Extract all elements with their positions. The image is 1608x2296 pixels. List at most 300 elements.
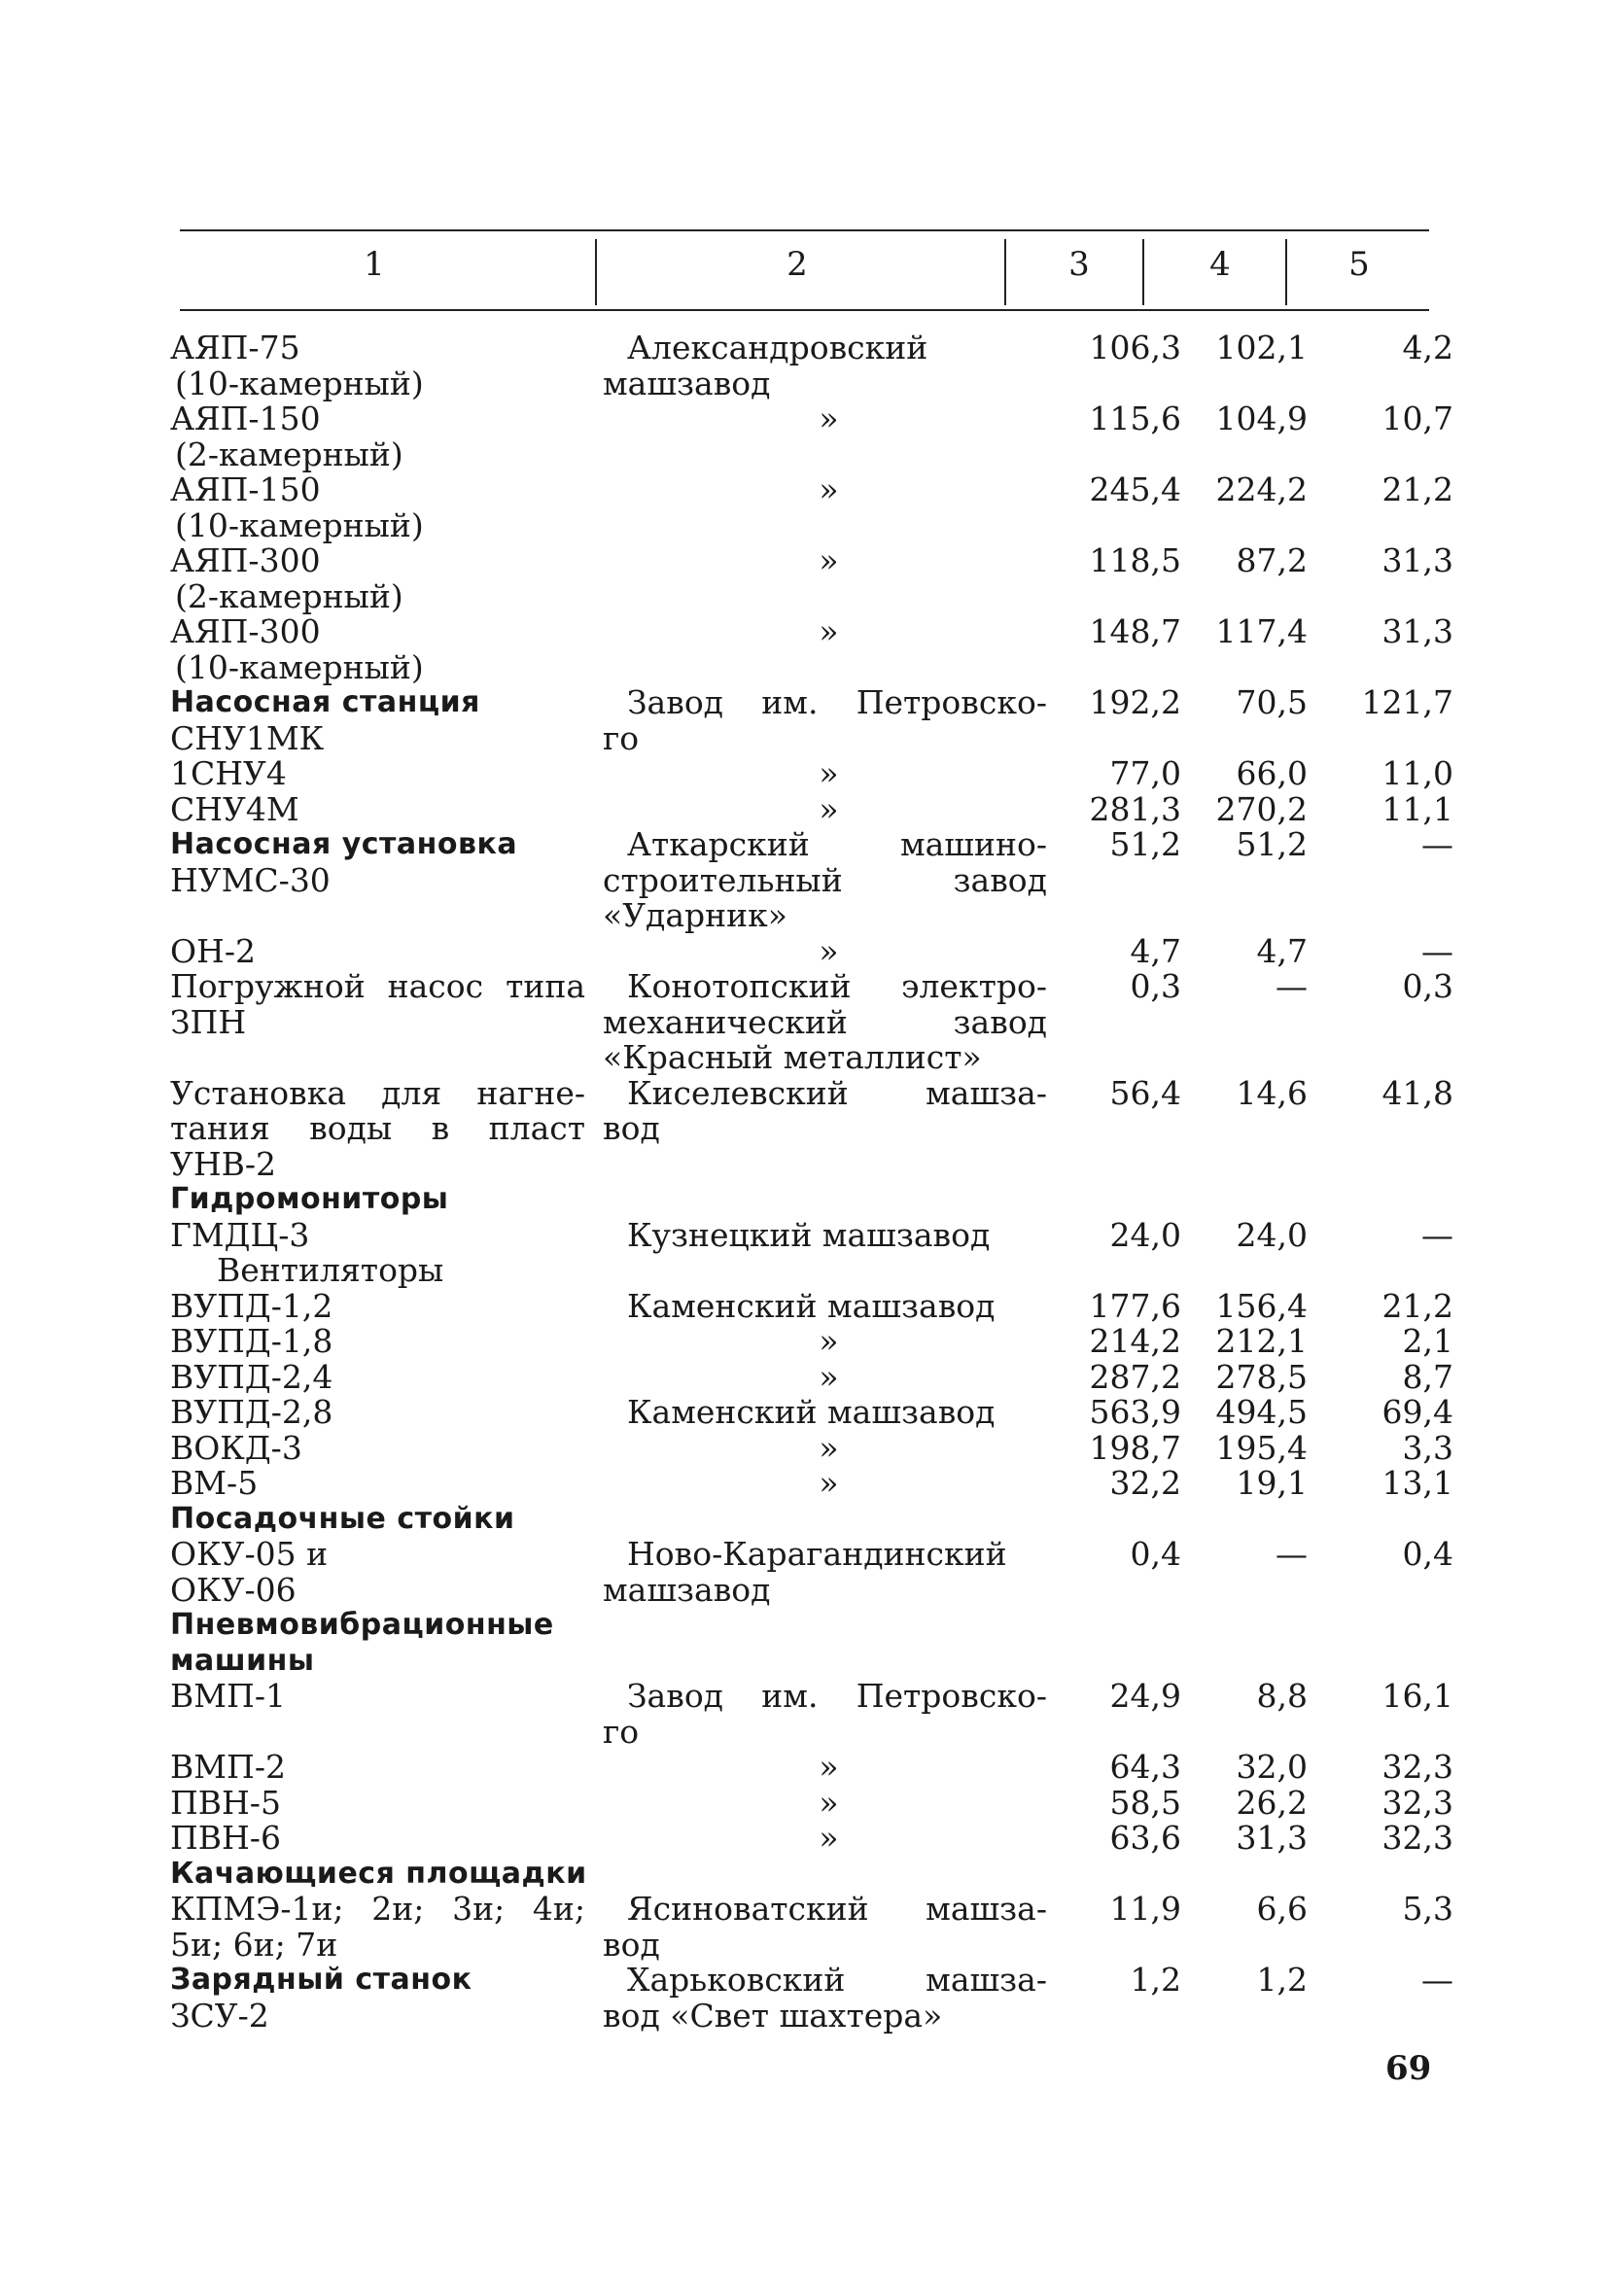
cell-c2 bbox=[603, 650, 1055, 686]
table-row bbox=[170, 827, 1453, 863]
cell-c1: ВМП-2 bbox=[170, 1748, 286, 1786]
cell-c5: 0,3 bbox=[1402, 967, 1453, 1005]
cell-c4: 4,7 bbox=[1256, 931, 1308, 970]
table-row bbox=[170, 1005, 1453, 1041]
cell-c5 bbox=[1308, 1573, 1453, 1609]
cell-c3 bbox=[1055, 1573, 1181, 1609]
cell-c4: 14,6 bbox=[1236, 1073, 1308, 1112]
cell-c3: 77,0 bbox=[1109, 754, 1181, 792]
cell-c2 bbox=[603, 1608, 1055, 1644]
cell-c5: 41,8 bbox=[1381, 1073, 1453, 1112]
cell-c5 bbox=[1308, 579, 1453, 615]
cell-c2: » bbox=[819, 1783, 839, 1822]
cell-c2: Ясиноватский машза- bbox=[627, 1890, 1047, 1928]
table-row bbox=[170, 330, 1453, 366]
cell-c2: Каменский машзавод bbox=[627, 1286, 996, 1325]
cell-c1: ОКУ-05 и bbox=[170, 1535, 329, 1573]
cell-c5: 11,1 bbox=[1381, 789, 1453, 828]
cell-c3: 281,3 bbox=[1089, 789, 1181, 828]
cell-c1: Насосная станция bbox=[170, 685, 480, 719]
cell-c5: 121,7 bbox=[1361, 683, 1453, 721]
table-row bbox=[170, 366, 1453, 402]
cell-c2 bbox=[603, 1253, 1055, 1289]
cell-c5 bbox=[1308, 1253, 1453, 1289]
cell-c3 bbox=[1055, 1715, 1181, 1751]
cell-c3: 64,3 bbox=[1109, 1748, 1181, 1786]
cell-c5: 11,0 bbox=[1381, 754, 1453, 792]
cell-c1: Посадочные стойки bbox=[170, 1501, 515, 1536]
cell-c3 bbox=[1055, 1999, 1181, 2035]
cell-c1: УНВ-2 bbox=[170, 1144, 277, 1183]
cell-c1: Насосная установка bbox=[170, 827, 518, 861]
cell-c2: » bbox=[819, 470, 839, 508]
table-row bbox=[170, 1857, 1453, 1893]
table-row bbox=[170, 1218, 1453, 1254]
cell-c5 bbox=[1308, 1147, 1453, 1183]
cell-c4: 8,8 bbox=[1256, 1677, 1308, 1715]
cell-c3: 1,2 bbox=[1130, 1961, 1181, 1999]
cell-c4: 494,5 bbox=[1215, 1393, 1308, 1431]
cell-c4: 24,0 bbox=[1236, 1215, 1308, 1254]
cell-c3 bbox=[1055, 650, 1181, 686]
cell-c2: » bbox=[819, 612, 839, 650]
cell-c1: машины bbox=[170, 1643, 315, 1678]
cell-c4 bbox=[1181, 1182, 1308, 1218]
cell-c3: 0,4 bbox=[1130, 1535, 1181, 1573]
table-row bbox=[170, 1253, 1453, 1289]
cell-c5 bbox=[1308, 898, 1453, 934]
cell-c2 bbox=[603, 1182, 1055, 1218]
table-row bbox=[170, 1395, 1453, 1431]
cell-c2: машзавод bbox=[603, 364, 771, 402]
cell-c5 bbox=[1308, 1005, 1453, 1041]
cell-c5 bbox=[1308, 1857, 1453, 1893]
cell-c4: 212,1 bbox=[1215, 1322, 1308, 1360]
cell-c4: 1,2 bbox=[1256, 1961, 1308, 1999]
cell-c2 bbox=[603, 1644, 1055, 1680]
header-col-1: 1 bbox=[364, 245, 385, 284]
cell-c1: АЯП-150 bbox=[170, 400, 321, 437]
cell-c4 bbox=[1181, 721, 1308, 757]
cell-c3 bbox=[1055, 1253, 1181, 1289]
cell-c1 bbox=[170, 898, 603, 934]
cell-c3 bbox=[1055, 1147, 1181, 1183]
cell-c2: «Красный металлист» bbox=[603, 1038, 982, 1076]
table-row bbox=[170, 1786, 1453, 1822]
cell-c1: АЯП-300 bbox=[170, 541, 321, 579]
table-row bbox=[170, 1928, 1453, 1964]
page-number: 69 bbox=[1385, 2049, 1432, 2088]
cell-c5 bbox=[1308, 508, 1453, 544]
cell-c3 bbox=[1055, 437, 1181, 473]
cell-c5 bbox=[1308, 1182, 1453, 1218]
cell-c4: — bbox=[1276, 967, 1308, 1005]
cell-c4 bbox=[1181, 1147, 1308, 1183]
cell-c4: 26,2 bbox=[1236, 1783, 1308, 1822]
cell-c2 bbox=[603, 437, 1055, 473]
cell-c4: 31,3 bbox=[1236, 1819, 1308, 1857]
cell-c3: 245,4 bbox=[1089, 470, 1181, 508]
cell-c2: го bbox=[603, 1712, 640, 1751]
equipment-table bbox=[170, 330, 1453, 2034]
cell-c2: машзавод bbox=[603, 1570, 771, 1609]
table-row bbox=[170, 543, 1453, 579]
cell-c2: » bbox=[819, 400, 839, 437]
cell-c5: 31,3 bbox=[1381, 612, 1453, 650]
cell-c4 bbox=[1181, 1573, 1308, 1609]
cell-c1: Погружной насос типа bbox=[170, 967, 585, 1005]
cell-c3: 177,6 bbox=[1089, 1286, 1181, 1325]
cell-c4: 87,2 bbox=[1236, 541, 1308, 579]
cell-c2: строительный завод bbox=[603, 860, 1047, 899]
cell-c2: Аткарский машино- bbox=[627, 825, 1047, 863]
cell-c4 bbox=[1181, 863, 1308, 899]
table-row bbox=[170, 1679, 1453, 1715]
cell-c4: 195,4 bbox=[1215, 1428, 1308, 1467]
cell-c2: механический завод bbox=[603, 1002, 1047, 1041]
table-row bbox=[170, 1608, 1453, 1644]
cell-c4 bbox=[1181, 1928, 1308, 1964]
table-row bbox=[170, 1040, 1453, 1076]
cell-c2: Харьковский машза- bbox=[627, 1961, 1047, 1999]
cell-c5: 31,3 bbox=[1381, 541, 1453, 579]
cell-c5: 2,1 bbox=[1402, 1322, 1453, 1360]
cell-c2: вод «Свет шахтера» bbox=[603, 1996, 943, 2035]
cell-c1: ВУПД-2,8 bbox=[170, 1393, 333, 1431]
cell-c1: 5и; 6и; 7и bbox=[170, 1925, 338, 1964]
cell-c4 bbox=[1181, 1999, 1308, 2035]
cell-c4 bbox=[1181, 1502, 1308, 1538]
cell-c3: 106,3 bbox=[1089, 329, 1181, 366]
cell-c2: » bbox=[819, 1428, 839, 1467]
table-row bbox=[170, 1999, 1453, 2035]
cell-c2 bbox=[603, 1502, 1055, 1538]
cell-c1: (2-камерный) bbox=[175, 435, 403, 473]
cell-c3 bbox=[1055, 1182, 1181, 1218]
header-col-4: 4 bbox=[1209, 245, 1231, 284]
cell-c3: 287,2 bbox=[1089, 1357, 1181, 1396]
cell-c1: тания воды в пласт bbox=[170, 1109, 585, 1147]
cell-c1 bbox=[170, 1040, 603, 1076]
cell-c1: ВУПД-2,4 bbox=[170, 1357, 333, 1396]
cell-c3: 115,6 bbox=[1089, 400, 1181, 437]
cell-c4: 32,0 bbox=[1236, 1748, 1308, 1786]
cell-c4: 278,5 bbox=[1215, 1357, 1308, 1396]
cell-c4 bbox=[1181, 1644, 1308, 1680]
cell-c1: ЗСУ-2 bbox=[170, 1996, 269, 2035]
cell-c3 bbox=[1055, 898, 1181, 934]
table-row bbox=[170, 1360, 1453, 1396]
table-row bbox=[170, 437, 1453, 473]
cell-c5: — bbox=[1421, 825, 1453, 863]
table-row bbox=[170, 650, 1453, 686]
cell-c4 bbox=[1181, 898, 1308, 934]
cell-c4 bbox=[1181, 1040, 1308, 1076]
cell-c3 bbox=[1055, 508, 1181, 544]
table-row bbox=[170, 792, 1453, 828]
cell-c5: — bbox=[1421, 1961, 1453, 1999]
cell-c5: 21,2 bbox=[1381, 1286, 1453, 1325]
header-col-3: 3 bbox=[1068, 245, 1090, 284]
cell-c2: Завод им. Петровско- bbox=[627, 1677, 1047, 1715]
cell-c4 bbox=[1181, 366, 1308, 402]
cell-c5 bbox=[1308, 1111, 1453, 1147]
table-row bbox=[170, 934, 1453, 970]
cell-c5: 32,3 bbox=[1381, 1819, 1453, 1857]
header-divider bbox=[1285, 239, 1287, 305]
cell-c4 bbox=[1181, 1857, 1308, 1893]
header-col-2: 2 bbox=[787, 245, 808, 284]
cell-c2: Киселевский машза- bbox=[627, 1073, 1047, 1112]
cell-c1: Вентиляторы bbox=[217, 1251, 444, 1289]
cell-c2: Кузнецкий машзавод bbox=[627, 1215, 991, 1254]
cell-c3: 0,3 bbox=[1130, 967, 1181, 1005]
cell-c4: 51,2 bbox=[1236, 825, 1308, 863]
cell-c5: 0,4 bbox=[1402, 1535, 1453, 1573]
cell-c4: 19,1 bbox=[1236, 1464, 1308, 1502]
cell-c4 bbox=[1181, 1005, 1308, 1041]
cell-c4: 104,9 bbox=[1215, 400, 1308, 437]
cell-c4: 102,1 bbox=[1215, 329, 1308, 366]
cell-c3: 11,9 bbox=[1109, 1890, 1181, 1928]
cell-c2: Ново-Карагандинский bbox=[627, 1535, 1007, 1573]
table-row bbox=[170, 721, 1453, 757]
cell-c3: 56,4 bbox=[1109, 1073, 1181, 1112]
cell-c1: (10-камерный) bbox=[175, 505, 424, 544]
cell-c3: 24,0 bbox=[1109, 1215, 1181, 1254]
cell-c2 bbox=[603, 508, 1055, 544]
cell-c1: ПВН-5 bbox=[170, 1783, 281, 1822]
cell-c1: ВМП-1 bbox=[170, 1677, 286, 1715]
cell-c5 bbox=[1308, 721, 1453, 757]
cell-c2: Конотопский электро- bbox=[627, 967, 1047, 1005]
cell-c3: 118,5 bbox=[1089, 541, 1181, 579]
cell-c1: ВУПД-1,8 bbox=[170, 1322, 333, 1360]
cell-c3: 214,2 bbox=[1089, 1322, 1181, 1360]
cell-c4 bbox=[1181, 579, 1308, 615]
header-divider bbox=[1004, 239, 1006, 305]
cell-c1: Установка для нагне- bbox=[170, 1073, 585, 1112]
cell-c5: 10,7 bbox=[1381, 400, 1453, 437]
table-row bbox=[170, 1147, 1453, 1183]
cell-c4: 70,5 bbox=[1236, 683, 1308, 721]
cell-c5: — bbox=[1421, 931, 1453, 970]
cell-c4 bbox=[1181, 1111, 1308, 1147]
cell-c4: 117,4 bbox=[1215, 612, 1308, 650]
cell-c2: » bbox=[819, 1357, 839, 1396]
header-col-5: 5 bbox=[1348, 245, 1370, 284]
cell-c4: — bbox=[1276, 1535, 1308, 1573]
cell-c4: 66,0 bbox=[1236, 754, 1308, 792]
cell-c5 bbox=[1308, 366, 1453, 402]
table-row bbox=[170, 1821, 1453, 1857]
cell-c5: 4,2 bbox=[1402, 329, 1453, 366]
cell-c2: Александровский bbox=[627, 329, 928, 366]
table-row bbox=[170, 1466, 1453, 1502]
cell-c3 bbox=[1055, 863, 1181, 899]
cell-c5: 32,3 bbox=[1381, 1783, 1453, 1822]
cell-c1: ОН-2 bbox=[170, 931, 256, 970]
table-row bbox=[170, 685, 1453, 721]
cell-c2: «Ударник» bbox=[603, 896, 787, 934]
cell-c1: НУМС-30 bbox=[170, 860, 331, 899]
cell-c4 bbox=[1181, 1608, 1308, 1644]
cell-c1: СНУ1МК bbox=[170, 718, 325, 757]
cell-c3: 32,2 bbox=[1109, 1464, 1181, 1502]
cell-c1: ВМ-5 bbox=[170, 1464, 259, 1502]
table-row bbox=[170, 472, 1453, 508]
cell-c2 bbox=[603, 579, 1055, 615]
cell-c3: 198,7 bbox=[1089, 1428, 1181, 1467]
cell-c2 bbox=[603, 1857, 1055, 1893]
cell-c5 bbox=[1308, 437, 1453, 473]
table-row bbox=[170, 1963, 1453, 1999]
cell-c3 bbox=[1055, 1111, 1181, 1147]
cell-c4 bbox=[1181, 1715, 1308, 1751]
table-row bbox=[170, 401, 1453, 437]
cell-c4: 224,2 bbox=[1215, 470, 1308, 508]
cell-c1 bbox=[170, 1715, 603, 1751]
table-row bbox=[170, 969, 1453, 1005]
cell-c3: 192,2 bbox=[1089, 683, 1181, 721]
cell-c3 bbox=[1055, 721, 1181, 757]
table-row bbox=[170, 508, 1453, 544]
cell-c1: (2-камерный) bbox=[175, 576, 403, 615]
cell-c5 bbox=[1308, 863, 1453, 899]
cell-c2: вод bbox=[603, 1925, 660, 1964]
cell-c1: АЯП-300 bbox=[170, 612, 321, 650]
cell-c2: » bbox=[819, 1322, 839, 1360]
table-row bbox=[170, 1431, 1453, 1467]
table-row bbox=[170, 863, 1453, 899]
cell-c5: — bbox=[1421, 1215, 1453, 1254]
cell-c2: » bbox=[819, 1464, 839, 1502]
cell-c1: 1СНУ4 bbox=[170, 754, 287, 792]
cell-c2: Каменский машзавод bbox=[627, 1393, 996, 1431]
cell-c2: » bbox=[819, 1819, 839, 1857]
cell-c2: » bbox=[819, 541, 839, 579]
cell-c4: 156,4 bbox=[1215, 1286, 1308, 1325]
cell-c5 bbox=[1308, 650, 1453, 686]
cell-c5: 13,1 bbox=[1381, 1464, 1453, 1502]
cell-c3: 148,7 bbox=[1089, 612, 1181, 650]
cell-c3: 58,5 bbox=[1109, 1783, 1181, 1822]
cell-c5: 69,4 bbox=[1381, 1393, 1453, 1431]
cell-c1: Качающиеся площадки bbox=[170, 1856, 587, 1891]
cell-c5 bbox=[1308, 1502, 1453, 1538]
cell-c3 bbox=[1055, 1928, 1181, 1964]
cell-c1: АЯП-150 bbox=[170, 470, 321, 508]
cell-c3: 51,2 bbox=[1109, 825, 1181, 863]
table-row bbox=[170, 1573, 1453, 1609]
cell-c4 bbox=[1181, 508, 1308, 544]
header-divider bbox=[1142, 239, 1144, 305]
cell-c3 bbox=[1055, 1040, 1181, 1076]
cell-c2: го bbox=[603, 718, 640, 757]
cell-c3: 63,6 bbox=[1109, 1819, 1181, 1857]
cell-c3: 563,9 bbox=[1089, 1393, 1181, 1431]
cell-c2: вод bbox=[603, 1109, 660, 1147]
cell-c1: Зарядный станок bbox=[170, 1963, 472, 1997]
cell-c1: ПВН-6 bbox=[170, 1819, 281, 1857]
cell-c2: Завод им. Петровско- bbox=[627, 683, 1047, 721]
cell-c5 bbox=[1308, 1715, 1453, 1751]
cell-c3: 4,7 bbox=[1130, 931, 1181, 970]
table-row bbox=[170, 1502, 1453, 1538]
table-row bbox=[170, 1182, 1453, 1218]
table-row bbox=[170, 1715, 1453, 1751]
cell-c2: » bbox=[819, 789, 839, 828]
table-row bbox=[170, 1537, 1453, 1573]
table-row bbox=[170, 1644, 1453, 1680]
cell-c2: » bbox=[819, 754, 839, 792]
cell-c3 bbox=[1055, 579, 1181, 615]
table-top-rule bbox=[180, 229, 1429, 231]
cell-c1: ГМДЦ-3 bbox=[170, 1215, 310, 1254]
cell-c5: 32,3 bbox=[1381, 1748, 1453, 1786]
cell-c3 bbox=[1055, 1857, 1181, 1893]
cell-c1: ОКУ-06 bbox=[170, 1570, 297, 1609]
cell-c3: 24,9 bbox=[1109, 1677, 1181, 1715]
table-row bbox=[170, 614, 1453, 650]
cell-c1: АЯП-75 bbox=[170, 329, 300, 366]
cell-c3 bbox=[1055, 1005, 1181, 1041]
table-row bbox=[170, 1111, 1453, 1147]
table-row bbox=[170, 898, 1453, 934]
cell-c3 bbox=[1055, 1644, 1181, 1680]
cell-c1: ВУПД-1,2 bbox=[170, 1286, 333, 1325]
header-divider bbox=[595, 239, 597, 305]
cell-c4: 270,2 bbox=[1215, 789, 1308, 828]
cell-c5: 21,2 bbox=[1381, 470, 1453, 508]
cell-c1: СНУ4М bbox=[170, 789, 299, 828]
cell-c5: 8,7 bbox=[1402, 1357, 1453, 1396]
cell-c1: КПМЭ-1и; 2и; 3и; 4и; bbox=[170, 1890, 585, 1928]
table-row bbox=[170, 1892, 1453, 1928]
cell-c5 bbox=[1308, 1999, 1453, 2035]
cell-c2 bbox=[603, 1147, 1055, 1183]
cell-c3 bbox=[1055, 1502, 1181, 1538]
cell-c5 bbox=[1308, 1644, 1453, 1680]
cell-c1: ВОКД-3 bbox=[170, 1428, 302, 1467]
table-row bbox=[170, 1324, 1453, 1360]
cell-c2: » bbox=[819, 1748, 839, 1786]
table-row bbox=[170, 1076, 1453, 1112]
cell-c4 bbox=[1181, 650, 1308, 686]
cell-c1: Гидромониторы bbox=[170, 1182, 449, 1216]
table-row bbox=[170, 1750, 1453, 1786]
cell-c1: (10-камерный) bbox=[175, 364, 424, 402]
table-row bbox=[170, 756, 1453, 792]
table-row bbox=[170, 1289, 1453, 1325]
cell-c5 bbox=[1308, 1608, 1453, 1644]
cell-c3 bbox=[1055, 366, 1181, 402]
cell-c5: 3,3 bbox=[1402, 1428, 1453, 1467]
cell-c1: Пневмовибрационные bbox=[170, 1608, 554, 1642]
cell-c5: 16,1 bbox=[1381, 1677, 1453, 1715]
cell-c1: ЗПН bbox=[170, 1002, 247, 1041]
cell-c2: » bbox=[819, 931, 839, 970]
cell-c5 bbox=[1308, 1040, 1453, 1076]
cell-c3 bbox=[1055, 1608, 1181, 1644]
table-header-rule bbox=[180, 309, 1429, 311]
cell-c5 bbox=[1308, 1928, 1453, 1964]
table-row bbox=[170, 579, 1453, 615]
cell-c1: (10-камерный) bbox=[175, 647, 424, 686]
cell-c4 bbox=[1181, 1253, 1308, 1289]
cell-c4: 6,6 bbox=[1256, 1890, 1308, 1928]
cell-c4 bbox=[1181, 437, 1308, 473]
